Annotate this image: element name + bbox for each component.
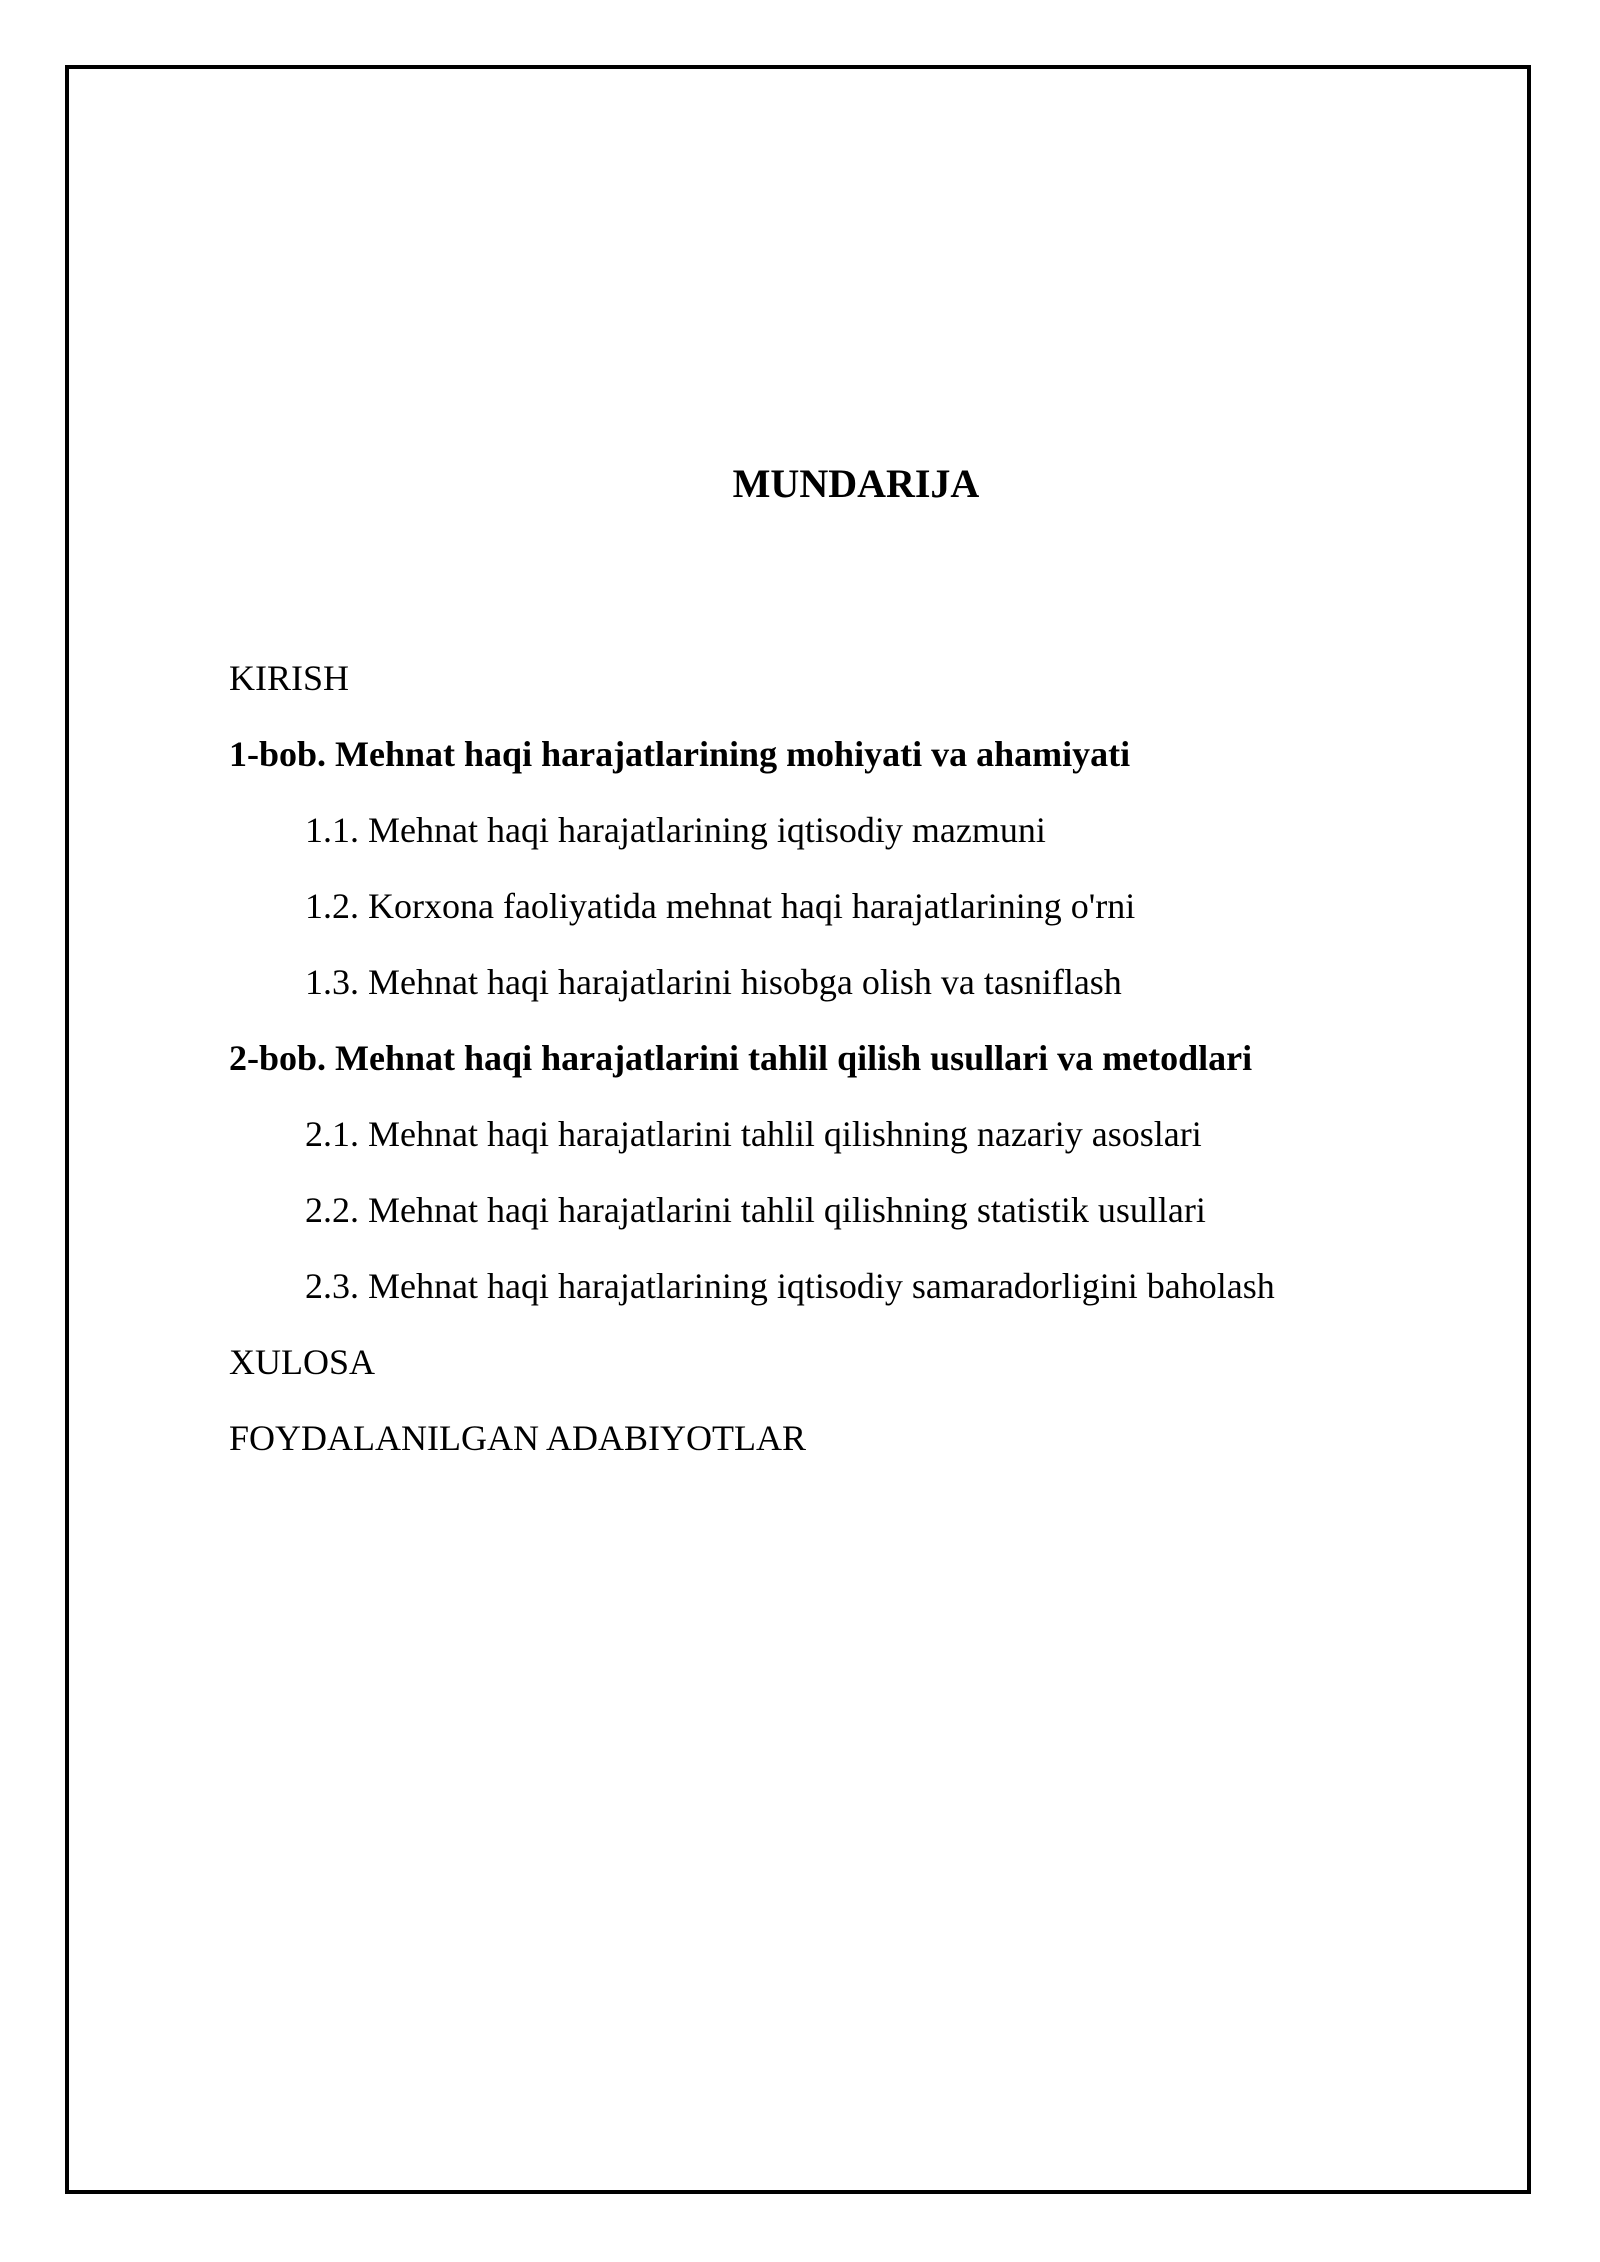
toc-entry-intro: KIRISH	[229, 658, 350, 698]
toc-chapter-1: 1-bob. Mehnat haqi harajatlarining mohiyati va ahamiyati	[229, 734, 1131, 774]
toc-section-1-3: 1.3. Mehnat haqi harajatlarini hisobga olish va tasniflash	[305, 962, 1122, 1002]
toc-section-2-2: 2.2. Mehnat haqi harajatlarini tahlil qilishning statistik usullari	[305, 1190, 1206, 1230]
toc-section-1-2: 1.2. Korxona faoliyatida mehnat haqi harajatlarining o'rni	[305, 886, 1136, 926]
toc-section-2-1: 2.1. Mehnat haqi harajatlarini tahlil qilishning nazariy asoslari	[305, 1114, 1202, 1154]
toc-entry-conclusion: XULOSA	[229, 1342, 376, 1382]
toc-section-2-3: 2.3. Mehnat haqi harajatlarining iqtisodiy samaradorligini baholash	[305, 1266, 1275, 1306]
page-title: MUNDARIJA	[732, 461, 980, 506]
toc-section-1-1: 1.1. Mehnat haqi harajatlarining iqtisodiy mazmuni	[305, 810, 1046, 850]
toc-entry-references: FOYDALANILGAN ADABIYOTLAR	[229, 1418, 806, 1458]
table-of-contents	[229, 640, 1479, 1476]
toc-chapter-2: 2-bob. Mehnat haqi harajatlarini tahlil qilish usullari va metodlari	[229, 1038, 1253, 1078]
